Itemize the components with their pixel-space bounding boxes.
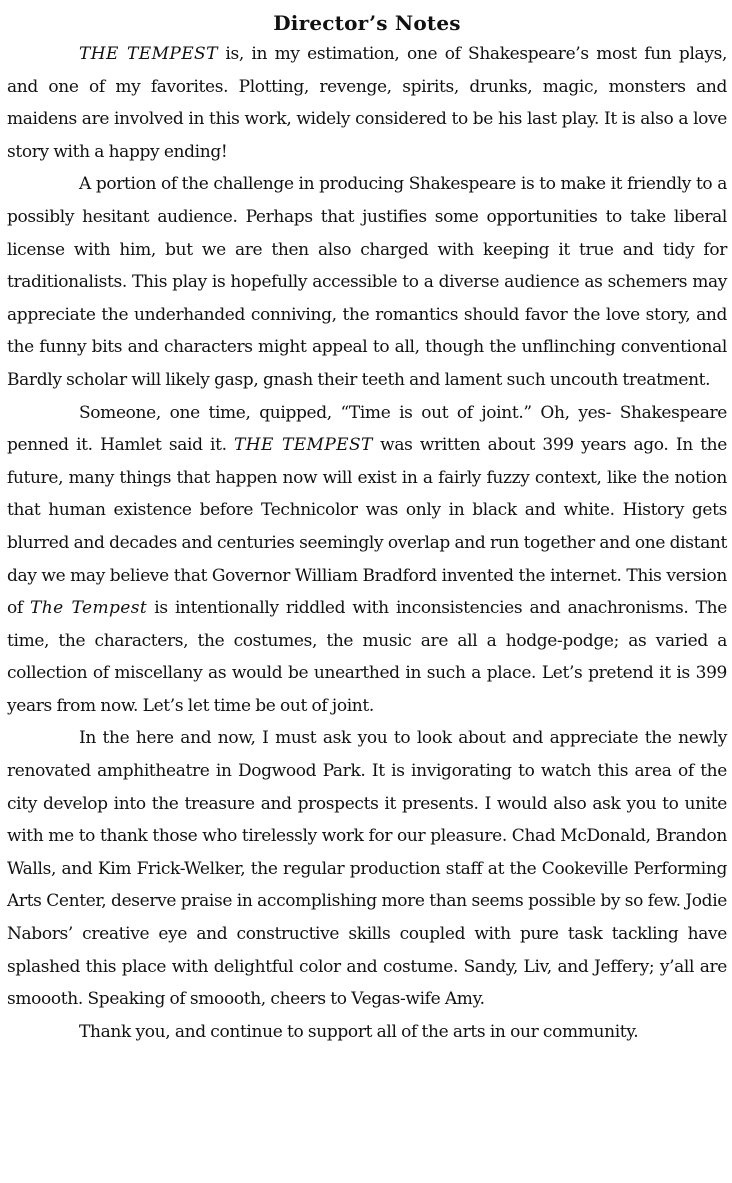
paragraph-3-part-3: is intentionally riddled with inconsistencies and anachronisms. The time, the characters, the costumes, the music are all a hodge-podge; as varied a collection of miscellany as would be unearthed in such a place. Let’s pretend it is 399 years from now. Let’s let time be out of joint. [7, 598, 727, 716]
paragraph-3 [7, 397, 727, 723]
page-title: Director’s Notes [273, 11, 461, 35]
paragraph-3-part-1: Someone, one time, quipped, “Time is out of joint.” Oh, yes- Shakespeare penned it. Hamlet said it. [7, 402, 727, 456]
paragraph-1 [7, 38, 727, 168]
directors-notes-page [7, 10, 727, 1048]
play-title-italic: THE TEMPEST [79, 44, 218, 64]
play-title-italic: The Tempest [30, 598, 148, 619]
paragraph-1-text: is, in my estimation, one of Shakespeare’s most fun plays, and one of my favorites. Plotting, revenge, spirits, drunks, magic, monsters and maidens are involved in this work, widely considered to be his last play. It is also a love story with a happy ending! [7, 44, 727, 162]
paragraph-4: In the here and now, I must ask you to look about and appreciate the newly renovated amphitheatre in Dogwood Park. It is invigorating to watch this area of the city develop into the treasure and prospects it presents. I would also ask you to unite with me to thank those who tirelessly work for our pleasure. Chad McDonald, Brandon Walls, and Kim Frick-Welker, the regular production staff at the Cookeville Performing Arts Center, deserve praise in accomplishing more than seems possible by so few. Jodie Nabors’ creative eye and constructive skills coupled with pure task tackling have splashed this place with delightful color and costume. Sandy, Liv, and Jeffery; y’all are smoooth. Speaking of smoooth, cheers to Vegas-wife Amy. [7, 728, 727, 1010]
paragraph-3-part-2: was written about 399 years ago. In the future, many things that happen now will exist in a fairly fuzzy context, like the notion that human existence before Technicolor was only in black and white. History gets blurred and decades and centuries seemingly overlap and run together and one distant day we may believe that Governor William Bradford invented the internet. This version of [7, 435, 727, 619]
paragraph-2: A portion of the challenge in producing Shakespeare is to make it friendly to a possibly hesitant audience. Perhaps that justifies some opportunities to take liberal license with him, but we are then also charged with keeping it true and tidy for traditionalists. This play is hopefully accessible to a diverse audience as schemers may appreciate the underhanded conniving, the romantics should favor the love story, and the funny bits and characters might appeal to all, though the unflinching conventional Bardly scholar will likely gasp, gnash their teeth and lament such uncouth treatment. [7, 174, 727, 390]
paragraph-5: Thank you, and continue to support all of the arts in our community. [79, 1021, 639, 1042]
play-title-italic: THE TEMPEST [234, 435, 373, 456]
